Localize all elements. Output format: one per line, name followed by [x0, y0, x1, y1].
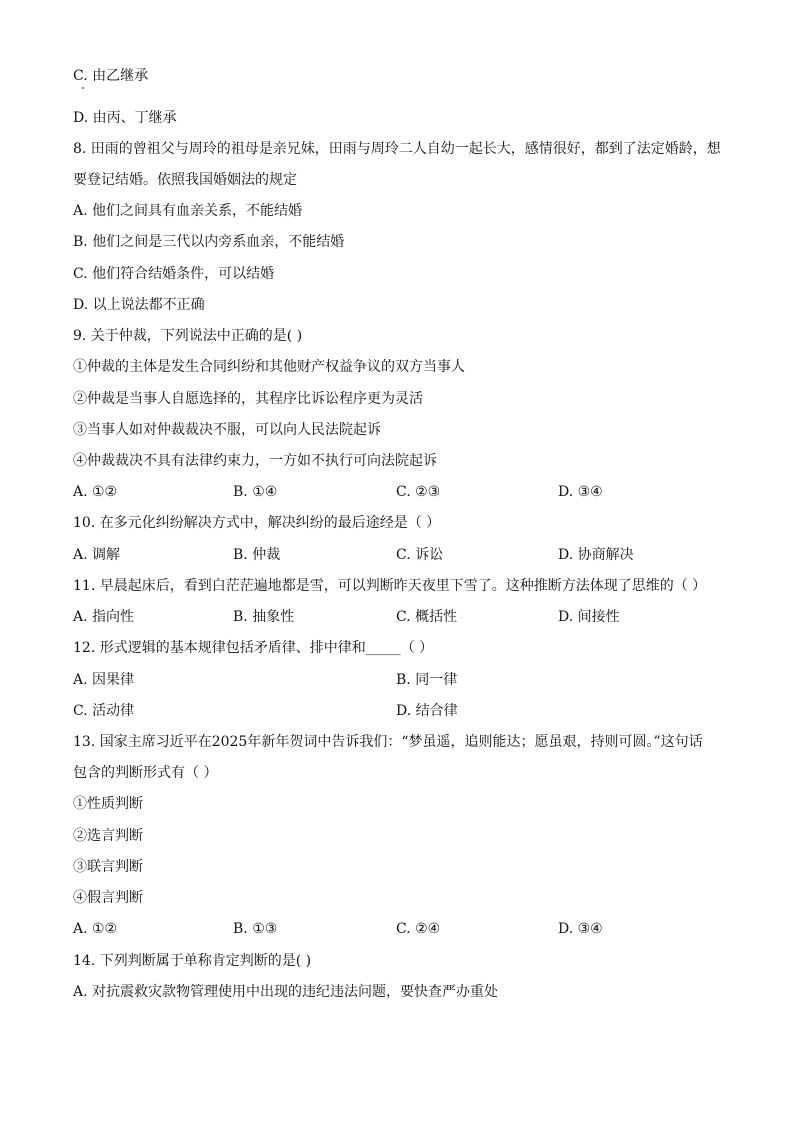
question-9-item-3: ③当事人如对仲裁裁决不服，可以向人民法院起诉 — [73, 422, 381, 438]
question-8-option-c: C. 他们符合结婚条件，可以结婚 — [73, 266, 275, 282]
question-13-line-2: 包含的判断形式有（ ） — [73, 765, 218, 781]
question-9-option-b: B. ①④ — [233, 484, 278, 500]
question-11-option-b: B. 抽象性 — [233, 609, 295, 625]
question-11-option-d: D. 间接性 — [558, 609, 620, 625]
question-12-option-b: B. 同一律 — [396, 672, 458, 688]
question-13-option-b: B. ①③ — [233, 921, 278, 937]
question-10-option-d: D. 协商解决 — [558, 547, 634, 563]
question-12-stem: 12. 形式逻辑的基本规律包括矛盾律、排中律和_____（ ） — [73, 640, 434, 656]
question-10-option-a: A. 调解 — [73, 547, 121, 563]
question-13-option-c: C. ②④ — [396, 921, 441, 937]
question-13-line-1: 13. 国家主席习近平在2025年新年贺词中告诉我们：“梦虽遥，追则能达；愿虽艰，持则可圆。”这句话 — [73, 734, 703, 750]
option-d-prev: D. 由丙、丁继承 — [73, 110, 177, 126]
question-13-option-d: D. ③④ — [558, 921, 603, 937]
stray-dot — [82, 87, 84, 89]
question-9-item-4: ④仲裁裁决不具有法律约束力，一方如不执行可向法院起诉 — [73, 453, 437, 469]
question-11-option-c: C. 概括性 — [396, 609, 458, 625]
question-9-option-d: D. ③④ — [558, 484, 603, 500]
question-9-item-1: ①仲裁的主体是发生合同纠纷和其他财产权益争议的双方当事人 — [73, 359, 465, 375]
question-9-option-c: C. ②③ — [396, 484, 441, 500]
question-8-option-d: D. 以上说法都不正确 — [73, 297, 205, 313]
question-9-option-a: A. ①② — [73, 484, 118, 500]
question-10-option-c: C. 诉讼 — [396, 547, 444, 563]
question-8-option-b: B. 他们之间是三代以内旁系血亲，不能结婚 — [73, 234, 345, 250]
question-12-option-d: D. 结合律 — [396, 703, 458, 719]
question-13-item-4: ④假言判断 — [73, 890, 143, 906]
question-11-stem: 11. 早晨起床后，看到白茫茫遍地都是雪，可以判断昨天夜里下雪了。这种推断方法体现了思维的（ ） — [73, 578, 707, 594]
question-12-option-c: C. 活动律 — [73, 703, 135, 719]
question-14-stem: 14. 下列判断属于单称肯定判断的是( ) — [73, 953, 312, 969]
question-13-item-1: ①性质判断 — [73, 796, 143, 812]
question-11-option-a: A. 指向性 — [73, 609, 135, 625]
question-10-option-b: B. 仲裁 — [233, 547, 281, 563]
question-13-option-a: A. ①② — [73, 921, 118, 937]
question-10-stem: 10. 在多元化纠纷解决方式中，解决纠纷的最后途经是（ ） — [73, 515, 441, 531]
question-8-line-1: 8. 田雨的曾祖父与周玲的祖母是亲兄妹，田雨与周玲二人自幼一起长大，感情很好，都到了法定婚龄，想 — [73, 141, 721, 157]
question-14-option-a: A. 对抗震救灾款物管理使用中出现的违纪违法问题，要快查严办重处 — [73, 984, 499, 1000]
question-8-line-2: 要登记结婚。依照我国婚姻法的规定 — [73, 172, 297, 188]
question-13-item-2: ②选言判断 — [73, 828, 143, 844]
question-8-option-a: A. 他们之间具有血亲关系，不能结婚 — [73, 203, 303, 219]
question-12-option-a: A. 因果律 — [73, 672, 135, 688]
option-c-prev: C. 由乙继承 — [73, 68, 149, 84]
question-13-item-3: ③联言判断 — [73, 859, 143, 875]
question-9-item-2: ②仲裁是当事人自愿选择的，其程序比诉讼程序更为灵活 — [73, 391, 423, 407]
question-9-stem: 9. 关于仲裁，下列说法中正确的是( ) — [73, 328, 303, 344]
